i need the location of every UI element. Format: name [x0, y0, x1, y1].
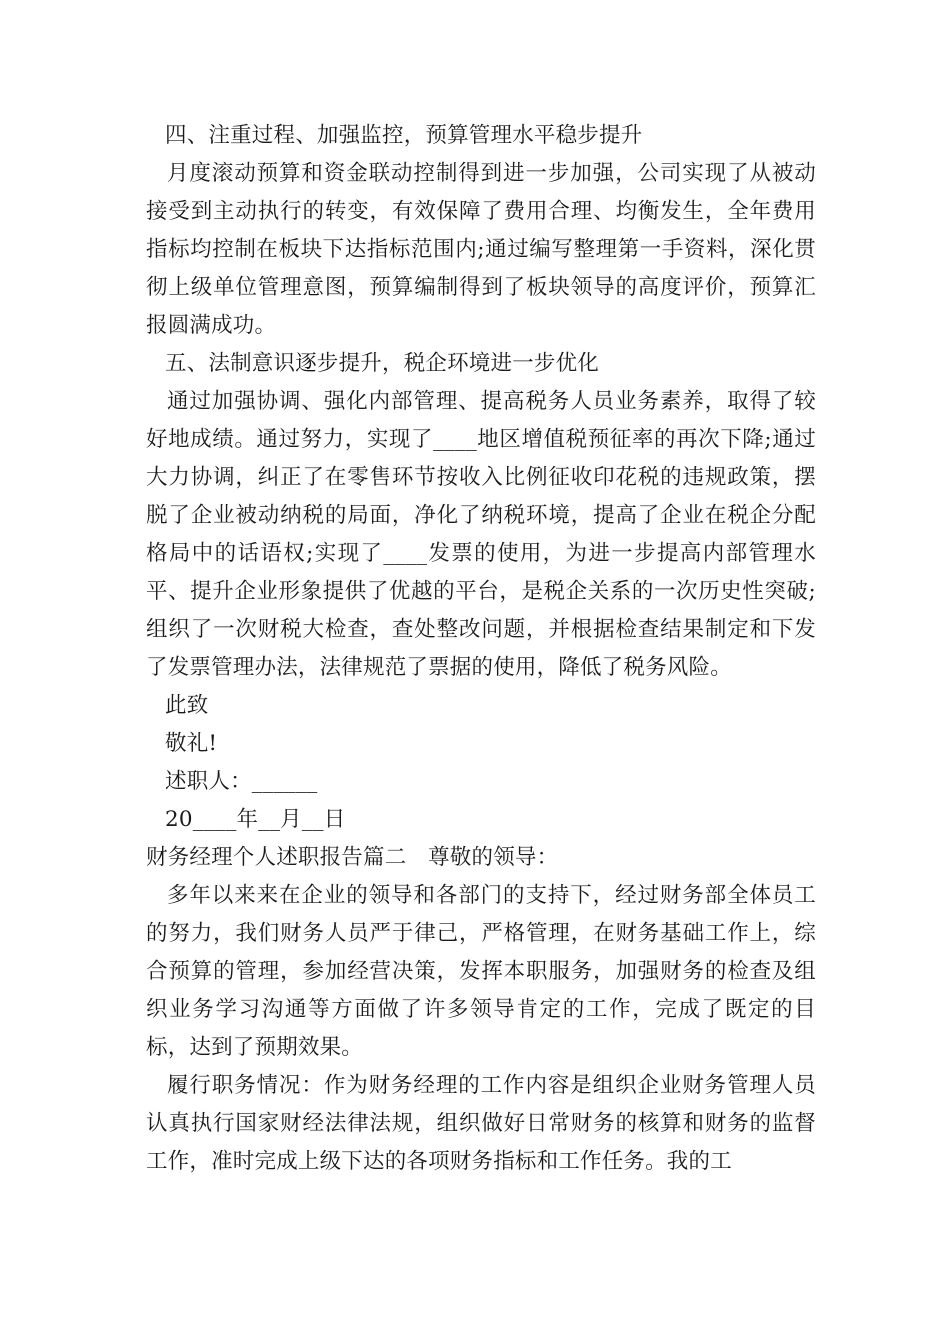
report-title-2: 财务经理个人述职报告篇二 尊敬的领导：	[146, 845, 559, 870]
closing-regards: 敬礼!	[165, 731, 218, 756]
paragraph-tax: 通过加强协调、强化内部管理、提高税务人员业务素养，取得了较好地成绩。通过努力，实现了____地区增值税预征率的再次下降;通过大力协调，纠正了在零售环节按收入比例征收印花税的违规政策，摆脱了企业被动纳税的局面，净化了纳税环境，提高了企业在税企分配格局中的话语权;实现了____发票的使用，为进一步提高内部管理水平、提升企业形象提供了优越的平台，是税企关系的一次历史性突破;组织了一次财税大检查，查处整改问题，并根据检查结果制定和下发了发票管理办法，法律规范了票据的使用，降低了税务风险。	[146, 389, 816, 680]
section-heading-budget: 四、注重过程、加强监控，预算管理水平稳步提升	[165, 123, 643, 148]
signature-line: 述职人：______	[165, 769, 318, 794]
section-heading-tax: 五、法制意识逐步提升，税企环境进一步优化	[165, 351, 600, 376]
paragraph-duty: 履行职务情况：作为财务经理的工作内容是组织企业财务管理人员认真执行国家财经法律法规，组织做好日常财务的核算和财务的监督工作，准时完成上级下达的各项财务指标和工作任务。我的工	[146, 1073, 816, 1174]
date-line: 20____年__月__日	[165, 807, 346, 832]
document-body	[146, 117, 816, 1181]
paragraph-budget: 月度滚动预算和资金联动控制得到进一步加强，公司实现了从被动接受到主动执行的转变，有效保障了费用合理、均衡发生，全年费用指标均控制在板块下达指标范围内;通过编写整理第一手资料，深化贯彻上级单位管理意图，预算编制得到了板块领导的高度评价，预算汇报圆满成功。	[146, 161, 816, 338]
closing-salutation: 此致	[165, 693, 209, 718]
paragraph-intro: 多年以来来在企业的领导和各部门的支持下，经过财务部全体员工的努力，我们财务人员严于律己，严格管理，在财务基础工作上，综合预算的管理，参加经营决策，发挥本职服务，加强财务的检查及组织业务学习沟通等方面做了许多领导肯定的工作，完成了既定的目标，达到了预期效果。	[146, 883, 816, 1060]
